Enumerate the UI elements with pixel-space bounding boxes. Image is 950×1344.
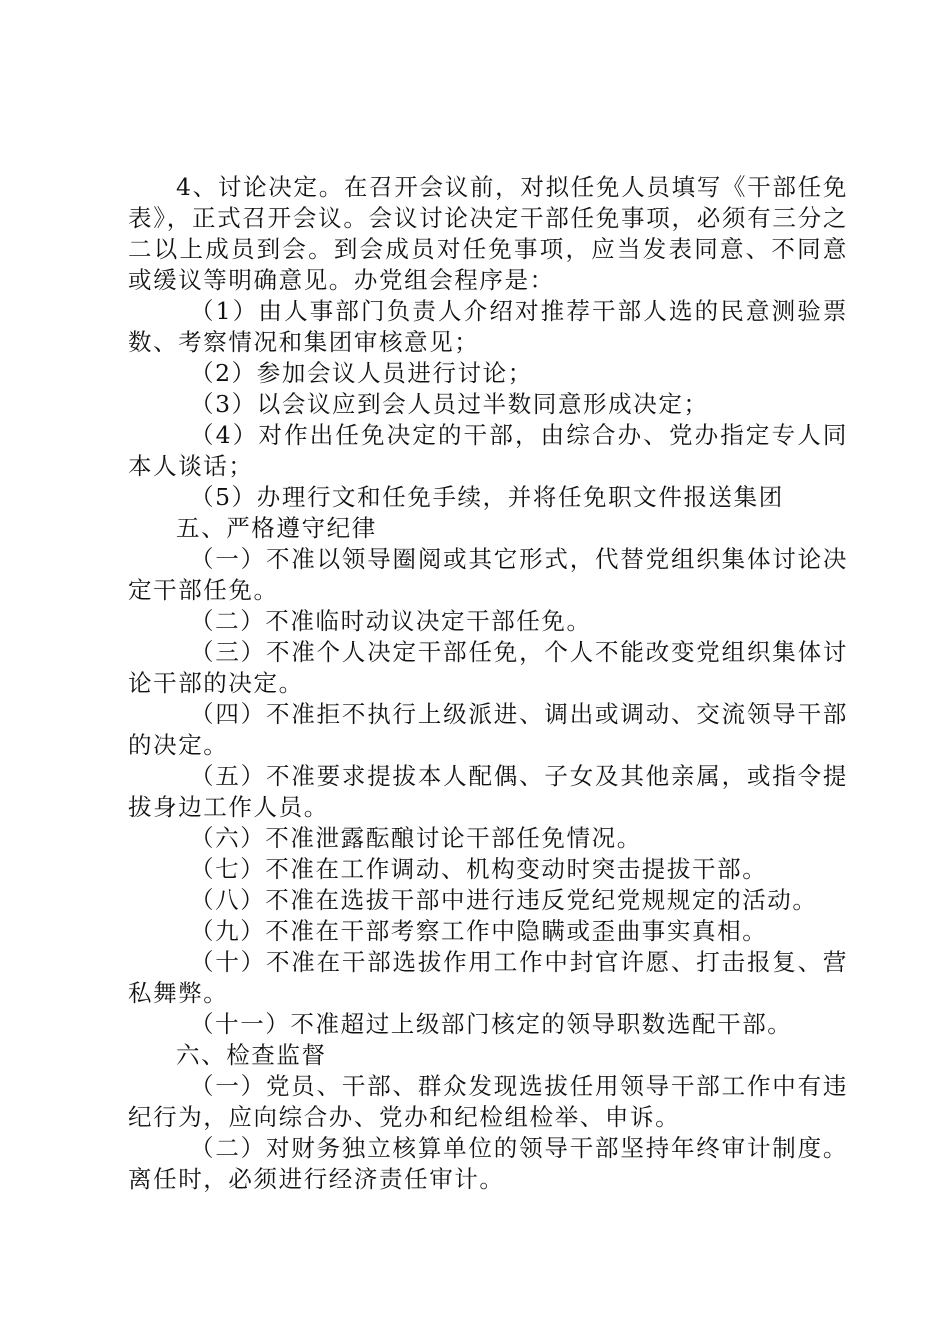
paragraph-supervision-1: （一）党员、干部、群众发现选拔任用领导干部工作中有违纪行为，应向综合办、党办和纪检组检举、申诉。	[128, 1072, 848, 1131]
section-heading-discipline: 五、严格遵守纪律	[176, 514, 377, 542]
paragraph-procedure-2: （2）参加会议人员进行讨论；	[190, 359, 533, 387]
paragraph-discipline-2: （二）不准临时动议决定干部任免。	[190, 607, 592, 635]
paragraph-procedure-5: （5）办理行文和任免手续，并将任免职文件报送集团	[190, 483, 784, 511]
paragraph-discipline-5: （五）不准要求提拔本人配偶、子女及其他亲属，或指令提拔身边工作人员。	[128, 762, 848, 821]
document-body	[128, 172, 848, 1195]
paragraph-procedure-3: （3）以会议应到会人员过半数同意形成决定；	[190, 390, 709, 418]
paragraph-procedure-1: （1）由人事部门负责人介绍对推荐干部人选的民意测验票数、考察情况和集团审核意见；	[128, 297, 848, 356]
section-heading-supervision: 六、检查监督	[176, 1041, 327, 1069]
paragraph-supervision-2: （二）对财务独立核算单位的领导干部坚持年终审计制度。离任时，必须进行经济责任审计。	[128, 1134, 848, 1193]
paragraph-procedure-4: （4）对作出任免决定的干部，由综合办、党办指定专人同本人谈话；	[128, 421, 848, 480]
paragraph-discussion-decision: 4、讨论决定。在召开会议前，对拟任免人员填写《干部任免表》，正式召开会议。会议讨论决定干部任免事项，必须有三分之二以上成员到会。到会成员对任免事项，应当发表同意、不同意或缓议等明确意见。办党组会程序是：	[128, 173, 848, 294]
paragraph-discipline-6: （六）不准泄露酝酿讨论干部任免情况。	[190, 824, 642, 852]
paragraph-discipline-10: （十）不准在干部选拔作用工作中封官许愿、打击报复、营私舞弊。	[128, 948, 848, 1007]
paragraph-discipline-3: （三）不准个人决定干部任免，个人不能改变党组织集体讨论干部的决定。	[128, 638, 848, 697]
paragraph-discipline-9: （九）不准在干部考察工作中隐瞒或歪曲事实真相。	[190, 917, 768, 945]
paragraph-discipline-8: （八）不准在选拔干部中进行违反党纪党规规定的活动。	[190, 886, 818, 914]
paragraph-discipline-4: （四）不准拒不执行上级派进、调出或调动、交流领导干部的决定。	[128, 700, 848, 759]
paragraph-discipline-1: （一）不准以领导圈阅或其它形式，代替党组织集体讨论决定干部任免。	[128, 545, 848, 604]
paragraph-discipline-11: （十一）不准超过上级部门核定的领导职数选配干部。	[190, 1010, 793, 1038]
paragraph-discipline-7: （七）不准在工作调动、机构变动时突击提拔干部。	[190, 855, 768, 883]
